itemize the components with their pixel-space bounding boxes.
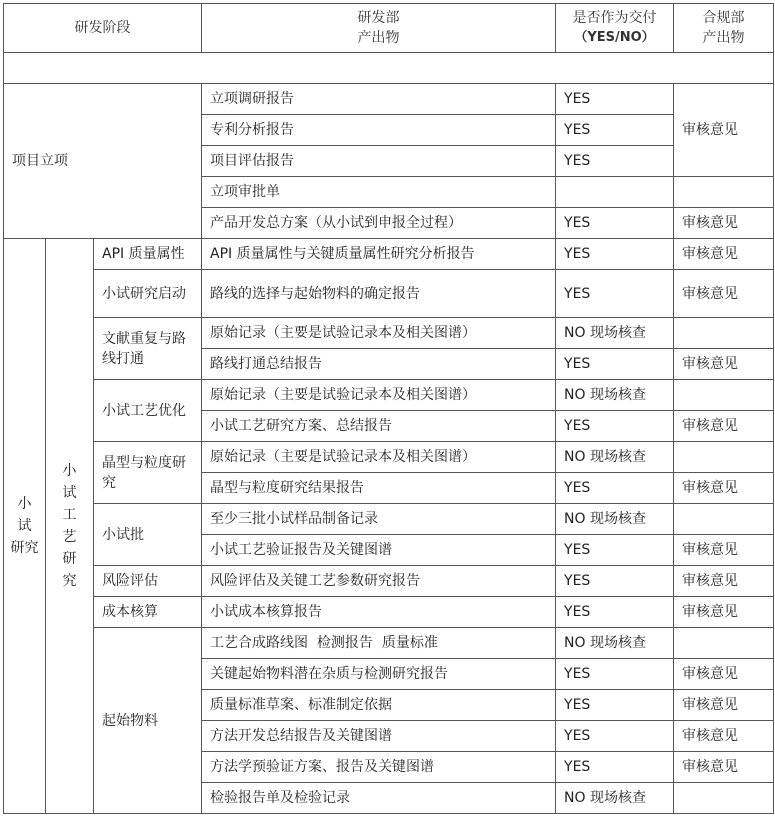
row-deliverable: NO 现场核查 [556, 380, 674, 411]
row-compliance [674, 442, 774, 473]
row-deliverable [556, 177, 674, 208]
header-deliverable-line2: （YES/NO） [574, 30, 655, 45]
row-deliverable: YES [556, 721, 674, 752]
row-output: 路线的选择与起始物料的确定报告 [202, 270, 556, 318]
row-compliance: 审核意见 [674, 721, 774, 752]
row-compliance [674, 628, 774, 659]
row-deliverable: YES [556, 270, 674, 318]
stage-process-char: 研 [62, 551, 77, 567]
header-compliance-line2: 产出物 [702, 30, 745, 46]
stage-project-initiation: 项目立项 [4, 84, 202, 239]
table-row [4, 442, 774, 473]
row-output: 原始记录（主要是试验记录本及相关图谱） [202, 442, 556, 473]
row-deliverable: YES [556, 566, 674, 597]
header-compliance-line1: 合规部 [702, 10, 745, 26]
substage-risk-assessment: 风险评估 [94, 566, 202, 597]
row-output: 方法开发总结报告及关键图谱 [202, 721, 556, 752]
table-row [4, 504, 774, 535]
header-rd-output-line2: 产出物 [357, 30, 400, 46]
row-compliance: 审核意见 [674, 411, 774, 442]
substage-research-start: 小试研究启动 [94, 270, 202, 318]
stage-process-char: 艺 [62, 529, 77, 545]
stage-smallscale-process [46, 239, 94, 814]
row-compliance [674, 177, 774, 208]
row-compliance: 审核意见 [674, 566, 774, 597]
header-stage: 研发阶段 [4, 4, 202, 53]
row-compliance: 审核意见 [674, 84, 774, 177]
header-deliverable [556, 4, 674, 53]
table-row [4, 566, 774, 597]
row-compliance: 审核意见 [674, 535, 774, 566]
table-row [4, 239, 774, 270]
row-deliverable: YES [556, 239, 674, 270]
row-compliance: 审核意见 [674, 349, 774, 380]
header-rd-output-line1: 研发部 [357, 10, 400, 26]
table-row [4, 380, 774, 411]
row-deliverable: YES [556, 349, 674, 380]
table-row [4, 84, 774, 115]
row-deliverable: YES [556, 473, 674, 504]
row-output: 小试工艺验证报告及关键图谱 [202, 535, 556, 566]
row-compliance: 审核意见 [674, 690, 774, 721]
row-output: 小试工艺研究方案、总结报告 [202, 411, 556, 442]
row-deliverable: NO 现场核查 [556, 442, 674, 473]
stage-smallscale-research [4, 239, 46, 814]
row-deliverable: NO 现场核查 [556, 318, 674, 349]
header-compliance-output [674, 4, 774, 53]
substage-cost-accounting: 成本核算 [94, 597, 202, 628]
row-output: 立项审批单 [202, 177, 556, 208]
table-row [4, 270, 774, 318]
row-output: 原始记录（主要是试验记录本及相关图谱） [202, 380, 556, 411]
row-output: API 质量属性与关键质量属性研究分析报告 [202, 239, 556, 270]
stage-smallscale-char: 小 [17, 496, 32, 512]
stage-process-char: 试 [62, 485, 77, 501]
table-row [4, 597, 774, 628]
row-compliance: 审核意见 [674, 239, 774, 270]
row-output: 项目评估报告 [202, 146, 556, 177]
row-compliance: 审核意见 [674, 659, 774, 690]
row-output: 工艺合成路线图 检测报告 质量标准 [202, 628, 556, 659]
row-deliverable: NO 现场核查 [556, 783, 674, 814]
row-compliance [674, 783, 774, 814]
stage-process-char: 工 [62, 507, 77, 523]
row-output: 质量标准草案、标准制定依据 [202, 690, 556, 721]
header-deliverable-line1: 是否作为交付 [572, 10, 657, 26]
substage-process-optimization: 小试工艺优化 [94, 380, 202, 442]
row-compliance: 审核意见 [674, 597, 774, 628]
row-output: 至少三批小试样品制备记录 [202, 504, 556, 535]
header-row [4, 4, 774, 53]
table-row [4, 318, 774, 349]
row-compliance [674, 318, 774, 349]
substage-starting-material: 起始物料 [94, 628, 202, 814]
row-compliance: 审核意见 [674, 752, 774, 783]
row-output: 检验报告单及检验记录 [202, 783, 556, 814]
row-compliance: 审核意见 [674, 473, 774, 504]
row-output: 路线打通总结报告 [202, 349, 556, 380]
row-deliverable: YES [556, 659, 674, 690]
row-output: 关键起始物料潜在杂质与检测研究报告 [202, 659, 556, 690]
row-deliverable: YES [556, 146, 674, 177]
substage-crystal-particle: 晶型与粒度研究 [94, 442, 202, 504]
substage-small-batch: 小试批 [94, 504, 202, 566]
row-compliance: 审核意见 [674, 270, 774, 318]
header-rd-output [202, 4, 556, 53]
row-output: 立项调研报告 [202, 84, 556, 115]
row-compliance: 审核意见 [674, 208, 774, 239]
row-deliverable: YES [556, 84, 674, 115]
table-row [4, 628, 774, 659]
row-output: 原始记录（主要是试验记录本及相关图谱） [202, 318, 556, 349]
row-deliverable: YES [556, 690, 674, 721]
row-output: 产品开发总方案（从小试到申报全过程） [202, 208, 556, 239]
spacer-cell [4, 53, 774, 84]
row-deliverable: YES [556, 411, 674, 442]
row-deliverable: NO 现场核查 [556, 504, 674, 535]
row-output: 风险评估及关键工艺参数研究报告 [202, 566, 556, 597]
row-deliverable: YES [556, 597, 674, 628]
stage-process-char: 究 [62, 573, 77, 589]
row-output: 方法学预验证方案、报告及关键图谱 [202, 752, 556, 783]
row-deliverable: NO 现场核查 [556, 628, 674, 659]
stage-smallscale-char: 研究 [10, 540, 39, 556]
stage-process-char: 小 [62, 463, 77, 479]
row-compliance [674, 380, 774, 411]
row-deliverable: YES [556, 752, 674, 783]
row-deliverable: YES [556, 115, 674, 146]
row-output: 小试成本核算报告 [202, 597, 556, 628]
row-compliance [674, 504, 774, 535]
row-output: 晶型与粒度研究结果报告 [202, 473, 556, 504]
row-deliverable: YES [556, 208, 674, 239]
rd-deliverables-table [3, 3, 774, 814]
stage-smallscale-char: 试 [17, 518, 32, 534]
row-deliverable: YES [556, 535, 674, 566]
spacer-row [4, 53, 774, 84]
substage-literature-route: 文献重复与路线打通 [94, 318, 202, 380]
substage-api-quality: API 质量属性 [94, 239, 202, 270]
row-output: 专利分析报告 [202, 115, 556, 146]
